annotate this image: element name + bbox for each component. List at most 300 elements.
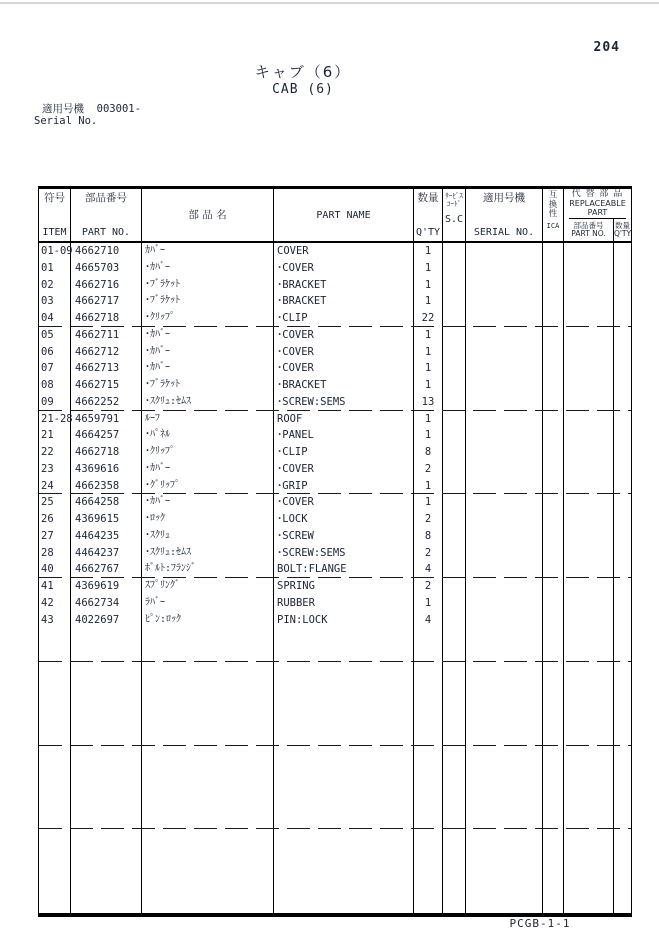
cell-qty: 1 — [414, 344, 443, 361]
cell-serial — [466, 528, 543, 545]
cell-serial — [466, 478, 543, 495]
table-row — [39, 243, 631, 260]
header-replaceable-title — [569, 189, 626, 219]
cell-part_no: 4022697 — [71, 612, 142, 629]
cell-item: 26 — [39, 511, 71, 528]
cell-serial — [466, 310, 543, 327]
parts-table-header — [39, 189, 631, 243]
cell-sc — [443, 545, 466, 562]
header-repl-part-no-column — [564, 219, 614, 241]
cell-rep_part_no — [564, 511, 614, 528]
cell-part_no: 4464237 — [71, 545, 142, 562]
cell-rep_part_no — [564, 695, 614, 712]
header-replaceable-part-group — [564, 189, 631, 241]
table-row — [39, 645, 631, 662]
cell-name_jp: ･ｽｸﾘｭ:ｾﾑｽ — [142, 545, 274, 562]
cell-ica — [543, 645, 564, 662]
cell-rep_qty — [614, 494, 631, 511]
cell-qty — [414, 863, 443, 880]
header-part-no-jp: 部品番号 — [85, 192, 127, 204]
cell-part_name: ･BRACKET — [274, 293, 414, 310]
cell-sc — [443, 695, 466, 712]
cell-part_no: 4662715 — [71, 377, 142, 394]
cell-qty: 1 — [414, 411, 443, 428]
table-row — [39, 729, 631, 746]
cell-name_jp: ﾋﾟﾝ:ﾛｯｸ — [142, 612, 274, 629]
cell-qty — [414, 695, 443, 712]
cell-serial — [466, 293, 543, 310]
cell-item: 42 — [39, 595, 71, 612]
header-item-column — [39, 189, 71, 241]
cell-part_name — [274, 762, 414, 779]
cell-item: 23 — [39, 461, 71, 478]
cell-rep_qty — [614, 377, 631, 394]
cell-part_no — [71, 712, 142, 729]
cell-ica — [543, 896, 564, 913]
cell-part_no — [71, 679, 142, 696]
header-ica-jp2: 換 — [548, 199, 558, 210]
cell-rep_part_no — [564, 561, 614, 578]
header-repl-qty-column — [614, 219, 631, 241]
cell-qty: 13 — [414, 394, 443, 411]
cell-serial — [466, 327, 543, 344]
cell-serial — [466, 394, 543, 411]
header-qty-column — [414, 189, 443, 241]
cell-rep_part_no — [564, 679, 614, 696]
cell-name_jp: ﾗﾊﾞｰ — [142, 595, 274, 612]
cell-item: 25 — [39, 494, 71, 511]
cell-name_jp: ･ﾌﾞﾗｹｯﾄ — [142, 377, 274, 394]
header-sc-jp2: ｺｰﾄﾞ — [447, 200, 461, 208]
cell-ica — [543, 344, 564, 361]
cell-qty: 8 — [414, 528, 443, 545]
cell-sc — [443, 863, 466, 880]
cell-part_name — [274, 880, 414, 897]
cell-rep_qty — [614, 729, 631, 746]
table-row — [39, 478, 631, 495]
header-qty-jp: 数量 — [417, 192, 439, 204]
cell-part_name: BOLT:FLANGE — [274, 561, 414, 578]
cell-sc — [443, 260, 466, 277]
cell-part_no: 4664257 — [71, 427, 142, 444]
cell-ica — [543, 712, 564, 729]
cell-ica — [543, 327, 564, 344]
cell-item: 08 — [39, 377, 71, 394]
cell-ica — [543, 863, 564, 880]
cell-name_jp: ･ﾌﾞﾗｹｯﾄ — [142, 277, 274, 294]
header-ica-jp1: 互 — [548, 190, 558, 200]
cell-rep_part_no — [564, 863, 614, 880]
cell-ica — [543, 411, 564, 428]
cell-serial — [466, 829, 543, 846]
cell-sc — [443, 411, 466, 428]
cell-name_jp — [142, 662, 274, 679]
cell-part_no: 4464235 — [71, 528, 142, 545]
cell-qty — [414, 896, 443, 913]
cell-rep_qty — [614, 846, 631, 863]
cell-qty: 1 — [414, 260, 443, 277]
cell-sc — [443, 762, 466, 779]
cell-name_jp — [142, 829, 274, 846]
cell-ica — [543, 545, 564, 562]
cell-ica — [543, 260, 564, 277]
cell-rep_part_no — [564, 762, 614, 779]
cell-part_name: ROOF — [274, 411, 414, 428]
header-sc-jp1: ｻｰﾋﾞｽ — [445, 192, 463, 200]
cell-item — [39, 863, 71, 880]
cell-sc — [443, 444, 466, 461]
cell-part_name: RUBBER — [274, 595, 414, 612]
cell-part_no — [71, 896, 142, 913]
table-row — [39, 310, 631, 327]
cell-item: 03 — [39, 293, 71, 310]
cell-qty: 2 — [414, 511, 443, 528]
cell-part_name — [274, 729, 414, 746]
cell-qty — [414, 712, 443, 729]
cell-name_jp: ･ﾛｯｸ — [142, 511, 274, 528]
cell-sc — [443, 344, 466, 361]
cell-rep_part_no — [564, 327, 614, 344]
cell-rep_qty — [614, 813, 631, 830]
cell-part_no: 4369616 — [71, 461, 142, 478]
cell-qty — [414, 679, 443, 696]
cell-name_jp: ･ｶﾊﾞｰ — [142, 461, 274, 478]
table-row — [39, 712, 631, 729]
cell-sc — [443, 729, 466, 746]
cell-item — [39, 779, 71, 796]
cell-rep_qty — [614, 628, 631, 645]
cell-part_name — [274, 746, 414, 763]
table-row — [39, 829, 631, 846]
cell-rep_qty — [614, 293, 631, 310]
header-sc-en: S.C — [444, 214, 464, 225]
cell-name_jp: ･ｽｸﾘｭ:ｾﾑｽ — [142, 394, 274, 411]
header-item-jp: 符号 — [44, 192, 65, 204]
cell-part_name — [274, 712, 414, 729]
table-row — [39, 880, 631, 897]
cell-name_jp: ﾙｰﾌ — [142, 411, 274, 428]
cell-name_jp — [142, 846, 274, 863]
cell-ica — [543, 377, 564, 394]
cell-rep_part_no — [564, 461, 614, 478]
table-row — [39, 846, 631, 863]
cell-part_name: ･COVER — [274, 344, 414, 361]
cell-part_no — [71, 796, 142, 813]
cell-part_name: ･SCREW — [274, 528, 414, 545]
cell-item: 21 — [39, 427, 71, 444]
cell-serial — [466, 813, 543, 830]
cell-rep_qty — [614, 444, 631, 461]
cell-rep_qty — [614, 796, 631, 813]
table-row — [39, 578, 631, 595]
cell-ica — [543, 293, 564, 310]
cell-item — [39, 679, 71, 696]
cell-part_no — [71, 863, 142, 880]
table-row — [39, 595, 631, 612]
cell-part_no — [71, 746, 142, 763]
cell-sc — [443, 377, 466, 394]
cell-sc — [443, 277, 466, 294]
cell-rep_qty — [614, 863, 631, 880]
cell-ica — [543, 796, 564, 813]
cell-name_jp — [142, 796, 274, 813]
cell-ica — [543, 628, 564, 645]
cell-rep_qty — [614, 880, 631, 897]
cell-ica — [543, 277, 564, 294]
table-row — [39, 896, 631, 913]
cell-serial — [466, 695, 543, 712]
table-row — [39, 344, 631, 361]
table-row — [39, 260, 631, 277]
cell-part_no: 4662252 — [71, 394, 142, 411]
cell-serial — [466, 896, 543, 913]
cell-part_no: 4662718 — [71, 444, 142, 461]
cell-ica — [543, 779, 564, 796]
cell-item — [39, 829, 71, 846]
header-repl-part-no-jp: 部品番号 — [573, 220, 604, 230]
cell-qty — [414, 662, 443, 679]
cell-rep_part_no — [564, 478, 614, 495]
table-row — [39, 662, 631, 679]
header-interchangeability-column — [543, 189, 564, 241]
table-row — [39, 327, 631, 344]
cell-part_name — [274, 846, 414, 863]
cell-name_jp — [142, 813, 274, 830]
cell-sc — [443, 896, 466, 913]
serial-info-block — [34, 103, 141, 127]
header-part-name: PART NAME — [316, 210, 371, 221]
cell-part_name: ･COVER — [274, 461, 414, 478]
cell-rep_qty — [614, 595, 631, 612]
parts-table-body — [39, 243, 631, 913]
cell-name_jp: ･ｶﾊﾞｰ — [142, 494, 274, 511]
cell-rep_qty — [614, 779, 631, 796]
cell-rep_part_no — [564, 310, 614, 327]
table-row — [39, 813, 631, 830]
cell-rep_qty — [614, 277, 631, 294]
cell-ica — [543, 394, 564, 411]
cell-ica — [543, 310, 564, 327]
cell-qty — [414, 813, 443, 830]
cell-ica — [543, 478, 564, 495]
cell-part_name: ･SCREW:SEMS — [274, 394, 414, 411]
cell-name_jp — [142, 712, 274, 729]
header-serial-jp: 適用号機 — [483, 192, 525, 204]
cell-part_name: ･LOCK — [274, 511, 414, 528]
cell-name_jp — [142, 628, 274, 645]
cell-part_name: ･COVER — [274, 260, 414, 277]
table-row — [39, 511, 631, 528]
cell-rep_qty — [614, 746, 631, 763]
cell-item: 01 — [39, 260, 71, 277]
header-service-code-column — [443, 189, 466, 241]
cell-rep_part_no — [564, 813, 614, 830]
cell-serial — [466, 494, 543, 511]
header-item-en: ITEM — [42, 227, 67, 238]
cell-sc — [443, 813, 466, 830]
cell-rep_part_no — [564, 645, 614, 662]
page-title-japanese: キャブ（6） — [254, 63, 352, 81]
cell-rep_qty — [614, 344, 631, 361]
cell-qty — [414, 796, 443, 813]
cell-name_jp: ｶﾊﾞｰ — [142, 243, 274, 260]
cell-serial — [466, 628, 543, 645]
catalog-code: PCGB-1-1 — [509, 917, 571, 930]
cell-item — [39, 880, 71, 897]
cell-rep_part_no — [564, 411, 614, 428]
cell-name_jp — [142, 896, 274, 913]
parts-table — [38, 186, 632, 917]
cell-rep_part_no — [564, 796, 614, 813]
cell-rep_qty — [614, 561, 631, 578]
table-row — [39, 360, 631, 377]
table-row — [39, 561, 631, 578]
page-top-divider — [0, 2, 659, 4]
cell-part_name — [274, 813, 414, 830]
cell-serial — [466, 260, 543, 277]
cell-sc — [443, 511, 466, 528]
cell-sc — [443, 796, 466, 813]
cell-part_no — [71, 846, 142, 863]
cell-rep_part_no — [564, 243, 614, 260]
cell-sc — [443, 461, 466, 478]
cell-ica — [543, 561, 564, 578]
cell-rep_qty — [614, 411, 631, 428]
cell-rep_qty — [614, 762, 631, 779]
cell-item: 28 — [39, 545, 71, 562]
cell-serial — [466, 545, 543, 562]
cell-rep_qty — [614, 461, 631, 478]
cell-part_name: SPRING — [274, 578, 414, 595]
cell-name_jp — [142, 762, 274, 779]
cell-sc — [443, 360, 466, 377]
cell-name_jp — [142, 679, 274, 696]
table-row — [39, 377, 631, 394]
header-ica-en: ICA — [546, 221, 560, 230]
cell-part_no: 4662767 — [71, 561, 142, 578]
header-repl-part-no-en: PART NO. — [571, 229, 606, 238]
cell-rep_part_no — [564, 846, 614, 863]
cell-qty — [414, 628, 443, 645]
cell-rep_part_no — [564, 628, 614, 645]
cell-rep_qty — [614, 260, 631, 277]
cell-name_jp — [142, 880, 274, 897]
cell-name_jp: ｽﾌﾟﾘﾝｸﾞ — [142, 578, 274, 595]
cell-rep_qty — [614, 712, 631, 729]
cell-rep_qty — [614, 829, 631, 846]
cell-part_no: 4369615 — [71, 511, 142, 528]
cell-rep_part_no — [564, 578, 614, 595]
cell-name_jp: ･ｶﾊﾞｰ — [142, 344, 274, 361]
cell-part_name — [274, 779, 414, 796]
cell-rep_part_no — [564, 293, 614, 310]
cell-ica — [543, 528, 564, 545]
cell-ica — [543, 511, 564, 528]
cell-qty: 1 — [414, 595, 443, 612]
cell-item: 04 — [39, 310, 71, 327]
cell-serial — [466, 427, 543, 444]
cell-name_jp — [142, 695, 274, 712]
cell-sc — [443, 310, 466, 327]
cell-item — [39, 695, 71, 712]
cell-rep_part_no — [564, 427, 614, 444]
cell-ica — [543, 444, 564, 461]
cell-part_no — [71, 813, 142, 830]
cell-part_no — [71, 762, 142, 779]
cell-serial — [466, 344, 543, 361]
cell-item — [39, 645, 71, 662]
cell-part_no: 4662713 — [71, 360, 142, 377]
cell-rep_part_no — [564, 545, 614, 562]
cell-item: 06 — [39, 344, 71, 361]
cell-part_name — [274, 796, 414, 813]
cell-qty — [414, 645, 443, 662]
cell-part_no: 4662717 — [71, 293, 142, 310]
cell-ica — [543, 813, 564, 830]
cell-item: 09 — [39, 394, 71, 411]
cell-rep_qty — [614, 645, 631, 662]
cell-sc — [443, 561, 466, 578]
cell-sc — [443, 327, 466, 344]
cell-qty: 1 — [414, 377, 443, 394]
cell-ica — [543, 829, 564, 846]
cell-qty — [414, 729, 443, 746]
cell-ica — [543, 427, 564, 444]
header-serial-no-column — [466, 189, 543, 241]
cell-ica — [543, 494, 564, 511]
cell-serial — [466, 277, 543, 294]
cell-qty: 1 — [414, 494, 443, 511]
cell-name_jp: ･ｶﾊﾞｰ — [142, 360, 274, 377]
cell-part_name — [274, 829, 414, 846]
cell-part_name — [274, 662, 414, 679]
cell-part_no: 4659791 — [71, 411, 142, 428]
cell-part_no: 4662734 — [71, 595, 142, 612]
cell-sc — [443, 494, 466, 511]
header-part-no-en: PART NO. — [81, 227, 131, 238]
table-row — [39, 528, 631, 545]
cell-ica — [543, 662, 564, 679]
cell-rep_qty — [614, 612, 631, 629]
cell-sc — [443, 679, 466, 696]
cell-serial — [466, 645, 543, 662]
cell-serial — [466, 846, 543, 863]
cell-part_name: ･CLIP — [274, 444, 414, 461]
cell-sc — [443, 779, 466, 796]
table-row — [39, 779, 631, 796]
cell-rep_qty — [614, 896, 631, 913]
cell-sc — [443, 746, 466, 763]
cell-qty: 2 — [414, 461, 443, 478]
cell-part_no: 4662358 — [71, 478, 142, 495]
cell-rep_part_no — [564, 595, 614, 612]
cell-part_no: 4662718 — [71, 310, 142, 327]
header-repl-jp: 代 替 部 品 — [571, 189, 624, 199]
header-qty-en: Q'TY — [415, 227, 441, 238]
cell-part_name: ･BRACKET — [274, 277, 414, 294]
cell-part_no — [71, 662, 142, 679]
cell-qty: 4 — [414, 561, 443, 578]
cell-rep_part_no — [564, 612, 614, 629]
cell-qty: 1 — [414, 243, 443, 260]
cell-serial — [466, 662, 543, 679]
cell-ica — [543, 679, 564, 696]
table-row — [39, 461, 631, 478]
cell-item — [39, 729, 71, 746]
cell-item — [39, 896, 71, 913]
cell-sc — [443, 712, 466, 729]
cell-part_name: ･COVER — [274, 327, 414, 344]
